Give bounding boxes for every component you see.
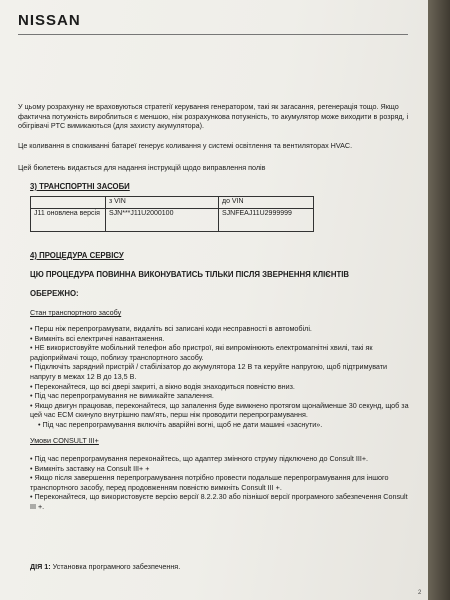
list-item: • Переконайтеся, що всі двері закриті, а вікно водія знаходиться повністю вниз. [30,381,295,391]
list-item: • Якщо після завершення перепрограмування потрібно провести подальше перепрограмування для іншого транспортного засобу, перед продовженням повністю вимкніть Consult III +. [30,473,389,492]
table-cell-vin-to: SJNFEAJ11U2999999 [219,209,314,232]
table-cell-empty [31,197,106,209]
table-row [31,209,314,232]
table-cell-model: J11 оновлена версія [31,209,106,232]
section-4-heading: 4) ПРОЦЕДУРА СЕРВІСУ [30,251,124,260]
background-surface [428,0,450,600]
header-divider [18,34,408,35]
page-number: 2 [418,590,422,596]
list-item: • НЕ використовуйте мобільний телефон або пристрої, які випромінюють електромагнітні хвилі, такі як радіоприймачі тощо, поблизу транспортного засобу. [30,343,373,362]
intro-paragraph-3: Цей бюлетень видається для надання інструкцій щодо виправлення полів [18,163,266,172]
vin-range-table [30,196,314,232]
intro-paragraph-1: У цьому розрахунку не враховуються стратегії керування генератором, такі як загасання, регенерація тощо. Якщо фактична потужність вироблиться є меншою, ніж розрахункова потужність, то акумулятор може виходити в розряд, і обігрівачі PTC вимикаються (для захисту акумулятора). [18,102,409,131]
list-item: • Під час перепрограмування не вимикайте запалення. [30,391,214,401]
list-item: • Переконайтеся, що використовуєте версію версії 8.2.2.30 або пізнішої версії програмного забезпечення Consult III +. [30,492,408,511]
step-1-text: Установка програмного забезпечення. [50,562,181,571]
consult-conditions-list [30,454,414,512]
nissan-logo: NISSAN [18,12,81,29]
vehicle-state-list [30,324,414,430]
table-row [31,197,314,209]
vehicle-state-subheading: Стан транспортного засобу [30,308,122,317]
step-1-label: ДІЯ 1: [30,562,51,571]
list-item: • Вимкніть всі електричні навантаження. [30,333,165,343]
step-1-line [30,562,180,571]
table-header-to-vin: до VIN [219,197,314,209]
procedure-warning: ЦЮ ПРОЦЕДУРА ПОВИННА ВИКОНУВАТИСЬ ТІЛЬКИ ПІСЛЯ ЗВЕРНЕННЯ КЛІЄНТІВ [30,270,350,279]
list-item: • Якщо двигун працював, переконайтеся, що запалення буде вимкнено протягом щонайменше 30 секунд, щоб за цей час ECM скинуло внутрішню пам'ять, перш ніж проводити перепрограмування. [30,400,409,420]
consult-conditions-subheading: Умови CONSULT III+ [30,436,99,445]
list-item: • Вимкніть заставку на Consult III+ + [30,463,150,473]
table-header-from-vin: з VIN [106,197,219,209]
list-item: • Під час перепрограмування включіть аварійні вогні, щоб не дати машині «заснути». [30,419,323,429]
list-item: • Перш ніж перепрограмувати, видаліть всі записані коди несправності в автомобілі. [30,324,312,333]
section-3-heading: 3) ТРАНСПОРТНІ ЗАСОБИ [30,182,130,191]
list-item: • Під час перепрограмування переконайтесь, що адаптер змінного струму підключено до Consult III+. [30,454,369,463]
list-item: • Підключіть зарядний пристрій / стабілізатор до акумулятора 12 В та керуйте напругою, щоб підтримувати напругу в межах 12 В до 13,5 В. [30,362,388,381]
table-cell-vin-from: SJN***J11U2000100 [106,209,219,232]
intro-paragraph-2: Це коливання в споживанні батареї генерує коливання у системі освітлення та вентиляторах HVAC. [18,141,353,150]
caution-label: ОБЕРЕЖНО: [30,289,79,298]
